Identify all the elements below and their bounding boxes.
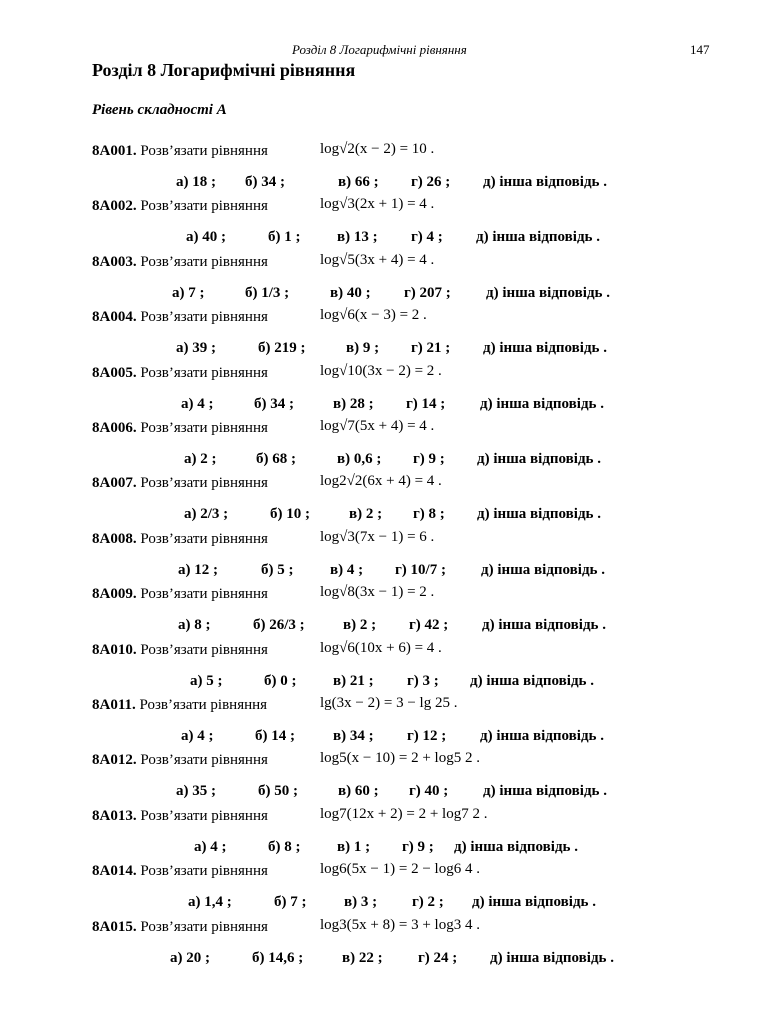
- problem-id: 8А011.: [92, 697, 136, 713]
- answer-option: д) інша відповідь .: [454, 838, 578, 855]
- answer-option: а) 5 ;: [190, 672, 223, 689]
- answer-option: в) 4 ;: [330, 561, 364, 578]
- answer-option: г) 40 ;: [409, 783, 449, 800]
- problem-statement: [92, 307, 427, 333]
- equation: log5(x − 10) = 2 + log5 2 .: [320, 750, 480, 767]
- problem-statement: [92, 861, 480, 887]
- problem-label: Розв’язати рівняння: [136, 253, 268, 270]
- answer-option: б) 219 ;: [258, 340, 306, 357]
- problem-statement: [92, 418, 435, 444]
- answer-option: б) 8 ;: [268, 838, 301, 855]
- problem-label: Розв’язати рівняння: [135, 697, 268, 713]
- problem-statement: [92, 141, 435, 167]
- answer-option: б) 14 ;: [255, 728, 295, 744]
- answer-option: в) 21 ;: [333, 672, 374, 689]
- answer-option: б) 5 ;: [261, 561, 294, 578]
- problem-statement: [92, 196, 435, 222]
- answer-option: в) 60 ;: [338, 783, 379, 800]
- answer-option: г) 21 ;: [411, 340, 451, 357]
- answer-option: б) 7 ;: [274, 894, 307, 911]
- problem-id: 8А004.: [92, 309, 137, 326]
- problem-statement: [92, 750, 480, 776]
- answer-option: г) 207 ;: [404, 284, 451, 301]
- answer-option: б) 14,6 ;: [252, 949, 304, 966]
- equation: log3(5x + 8) = 3 + log3 4 .: [320, 916, 480, 933]
- problem-label: Розв’язати рівняння: [136, 641, 268, 658]
- answer-option: д) інша відповідь .: [483, 174, 607, 190]
- chapter-title: Розділ 8 Логарифмічні рівняння: [92, 60, 356, 80]
- problem-id: 8А008.: [92, 530, 137, 547]
- problem-id: 8А007.: [92, 475, 137, 492]
- problem-statement: [92, 362, 442, 389]
- problem-label: Розв’язати рівняння: [136, 143, 268, 159]
- answer-option: г) 26 ;: [411, 174, 451, 190]
- answer-option: б) 34 ;: [245, 174, 285, 190]
- answer-option: в) 3 ;: [344, 894, 378, 911]
- equation: log√7(5x + 4) = 4 .: [320, 418, 435, 434]
- answer-option: д) інша відповідь .: [477, 506, 601, 523]
- answer-option: а) 35 ;: [176, 783, 216, 800]
- equation: log√3(7x − 1) = 6 .: [320, 528, 435, 545]
- answer-option: б) 34 ;: [254, 395, 294, 412]
- answer-option: б) 1 ;: [268, 229, 301, 246]
- answer-option: в) 66 ;: [338, 174, 379, 190]
- answer-option: г) 24 ;: [418, 949, 458, 966]
- answer-option: г) 4 ;: [411, 229, 443, 246]
- equation: log√5(3x + 4) = 4 .: [320, 251, 435, 268]
- problem-label: Розв’язати рівняння: [136, 364, 268, 381]
- problem-label: Розв’язати рівняння: [136, 530, 268, 547]
- running-header-title: Розділ 8 Логарифмічні рівняння: [292, 42, 467, 57]
- problem-label: Розв’язати рівняння: [136, 807, 268, 824]
- problem-statement: [92, 805, 488, 832]
- answer-option: д) інша відповідь .: [477, 451, 601, 467]
- answer-option: г) 2 ;: [412, 894, 444, 911]
- answer-option: д) інша відповідь .: [480, 728, 604, 744]
- problem-id: 8А005.: [92, 364, 137, 381]
- answer-option: а) 18 ;: [176, 174, 216, 190]
- answer-option: б) 26/3 ;: [253, 617, 305, 634]
- problem-id: 8А006.: [92, 420, 137, 436]
- answer-option: в) 28 ;: [333, 395, 374, 412]
- answer-option: в) 22 ;: [342, 949, 383, 966]
- answer-option: г) 14 ;: [406, 395, 446, 412]
- answer-option: б) 68 ;: [256, 451, 296, 467]
- equation: log√2(x − 2) = 10 .: [320, 141, 435, 157]
- problem-statement: [92, 528, 435, 555]
- equation: log√6(10x + 6) = 4 .: [320, 639, 442, 656]
- equation: log7(12x + 2) = 2 + log7 2 .: [320, 805, 488, 822]
- problem-statement: [92, 639, 442, 666]
- problem-statement: [92, 695, 458, 721]
- answer-option: д) інша відповідь .: [476, 229, 600, 246]
- problem-id: 8А009.: [92, 586, 137, 603]
- problem-label: Розв’язати рівняння: [136, 752, 268, 769]
- answer-option: а) 12 ;: [178, 561, 218, 578]
- answer-option: в) 34 ;: [333, 728, 374, 744]
- problem-id: 8А010.: [92, 641, 137, 658]
- problem-id: 8А015.: [92, 918, 137, 935]
- answer-option: д) інша відповідь .: [481, 561, 605, 578]
- answer-option: а) 1,4 ;: [188, 894, 232, 911]
- answer-option: д) інша відповідь .: [472, 894, 596, 911]
- level-title: Рівень складності А: [92, 102, 227, 118]
- answer-option: а) 8 ;: [178, 617, 211, 634]
- equation: lg(3x − 2) = 3 − lg 25 .: [320, 695, 458, 711]
- answer-option: в) 40 ;: [330, 284, 371, 301]
- problem-id: 8А001.: [92, 143, 137, 159]
- problem-label: Розв’язати рівняння: [136, 475, 268, 492]
- problem-statement: [92, 916, 480, 943]
- answer-option: в) 2 ;: [349, 506, 383, 523]
- answer-option: а) 2/3 ;: [184, 506, 229, 523]
- answer-option: а) 2 ;: [184, 451, 217, 467]
- problem-label: Розв’язати рівняння: [136, 918, 268, 935]
- answer-option: д) інша відповідь .: [483, 340, 607, 357]
- answer-option: б) 50 ;: [258, 783, 298, 800]
- answer-option: в) 13 ;: [337, 229, 378, 246]
- answer-option: в) 0,6 ;: [337, 451, 382, 467]
- answer-option: в) 2 ;: [343, 617, 377, 634]
- answer-option: г) 3 ;: [407, 672, 439, 689]
- answer-option: г) 9 ;: [413, 451, 445, 467]
- problem-label: Розв’язати рівняння: [136, 863, 268, 880]
- answer-option: д) інша відповідь .: [490, 949, 614, 966]
- problem-label: Розв’язати рівняння: [136, 420, 268, 436]
- equation: log2√2(6x + 4) = 4 .: [320, 473, 442, 490]
- problem-statement: [92, 584, 435, 610]
- equation: log√8(3x − 1) = 2 .: [320, 584, 435, 601]
- answer-option: г) 9 ;: [402, 838, 434, 855]
- answer-option: б) 1/3 ;: [245, 284, 290, 301]
- answer-option: а) 4 ;: [181, 728, 214, 744]
- equation: log√3(2x + 1) = 4 .: [320, 196, 435, 213]
- answer-option: а) 20 ;: [170, 949, 210, 966]
- problem-id: 8А012.: [92, 752, 137, 769]
- answer-option: д) інша відповідь .: [480, 395, 604, 412]
- problem-id: 8А013.: [92, 807, 137, 824]
- problem-id: 8А003.: [92, 253, 137, 270]
- answer-option: а) 4 ;: [194, 838, 227, 855]
- problem-id: 8А002.: [92, 198, 137, 215]
- answer-option: д) інша відповідь .: [470, 672, 594, 689]
- answer-option: г) 12 ;: [407, 728, 447, 744]
- equation: log√6(x − 3) = 2 .: [320, 307, 427, 324]
- problem-label: Розв’язати рівняння: [136, 586, 268, 603]
- answer-option: а) 7 ;: [172, 284, 205, 301]
- answer-option: д) інша відповідь .: [483, 783, 607, 800]
- answer-option: б) 0 ;: [264, 672, 297, 689]
- answer-option: а) 39 ;: [176, 340, 216, 357]
- problem-statement: [92, 251, 435, 278]
- problem-label: Розв’язати рівняння: [136, 309, 268, 326]
- answer-option: г) 42 ;: [409, 617, 449, 634]
- equation: log6(5x − 1) = 2 − log6 4 .: [320, 861, 480, 878]
- answer-option: а) 4 ;: [181, 395, 214, 412]
- answer-option: д) інша відповідь .: [482, 617, 606, 634]
- answer-option: в) 9 ;: [346, 340, 380, 357]
- equation: log√10(3x − 2) = 2 .: [320, 362, 442, 379]
- answer-option: г) 8 ;: [413, 506, 445, 523]
- problem-statement: [92, 473, 442, 499]
- page-number: 147: [690, 42, 710, 57]
- answer-option: а) 40 ;: [186, 229, 226, 246]
- answer-option: в) 1 ;: [337, 838, 371, 855]
- answer-option: б) 10 ;: [270, 506, 310, 523]
- answer-option: г) 10/7 ;: [395, 561, 446, 578]
- answer-option: д) інша відповідь .: [486, 284, 610, 301]
- problem-label: Розв’язати рівняння: [136, 198, 268, 215]
- problem-id: 8А014.: [92, 863, 137, 880]
